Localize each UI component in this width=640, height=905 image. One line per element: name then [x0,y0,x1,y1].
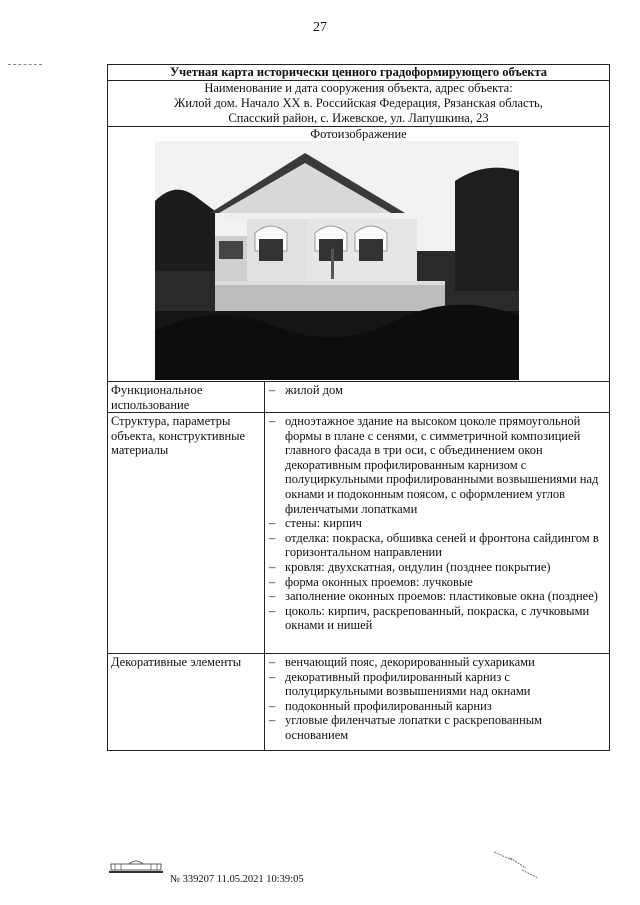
function-label: Функциональное использование [111,383,203,412]
function-value-cell [267,383,603,398]
card-title: Учетная карта исторически ценного градоформирующего объекта [108,65,609,81]
structure-items [267,414,603,633]
object-name-section [108,81,609,127]
structure-item: – стены: кирпич [267,516,603,531]
structure-item: – цоколь: кирпич, раскрепованный, покраска, с лучковыми окнами и нишей [267,604,603,633]
house-illustration [155,141,519,380]
structure-item: – форма оконных проемов: лучковые [267,575,603,590]
object-name-line-2: Спасский район, с. Ижевское, ул. Лапушкина, 23 [228,111,489,125]
page-number: 27 [313,20,327,35]
structure-item: – заполнение оконных проемов: пластиковые окна (позднее) [267,589,603,604]
decor-items [267,655,603,743]
structure-label: Структура, параметры объекта, конструктивные материалы [111,414,246,458]
registration-stamp: № 339207 11.05.2021 10:39:05 [170,874,304,885]
object-name-label: Наименование и дата сооружения объекта, адрес объекта: [204,81,513,95]
building-photo [155,141,519,380]
decor-item: – подоконный профилированный карниз [267,699,603,714]
function-row [108,381,609,412]
object-name-line-1: Жилой дом. Начало XX в. Российская Федерация, Рязанская область, [174,96,543,110]
function-value: – жилой дом [267,383,603,398]
margin-mark [8,64,42,66]
structure-item: – одноэтажное здание на высоком цоколе прямоугольной формы в плане с сенями, с симметричной композицией главного фасада в три оси, с объединением окон декоративным профилированным карнизом с полуциркульными профилированными возвышениями над окнами и подоконным поясом, с оформлением углов филенчатыми лопатками [267,414,603,516]
decor-label: Декоративные элементы [111,655,242,669]
decor-row [108,653,609,751]
decor-item: – декоративный профилированный карниз с полуциркульными возвышениями над окнами [267,670,603,699]
structure-item: – кровля: двухскатная, ондулин (позднее покрытие) [267,560,603,575]
decor-item: – венчающий пояс, декорированный сухариками [267,655,603,670]
structure-row [108,412,609,653]
structure-item: – отделка: покраска, обшивка сеней и фронтона сайдингом в горизонтальном направлении [267,531,603,560]
decor-item: – угловые филенчатые лопатки с раскрепованным основанием [267,713,603,742]
registry-logo-icon [107,858,165,874]
registration-card [107,64,610,751]
photo-label: Фотоизображение [310,127,407,141]
signature-mark-icon [492,848,542,882]
